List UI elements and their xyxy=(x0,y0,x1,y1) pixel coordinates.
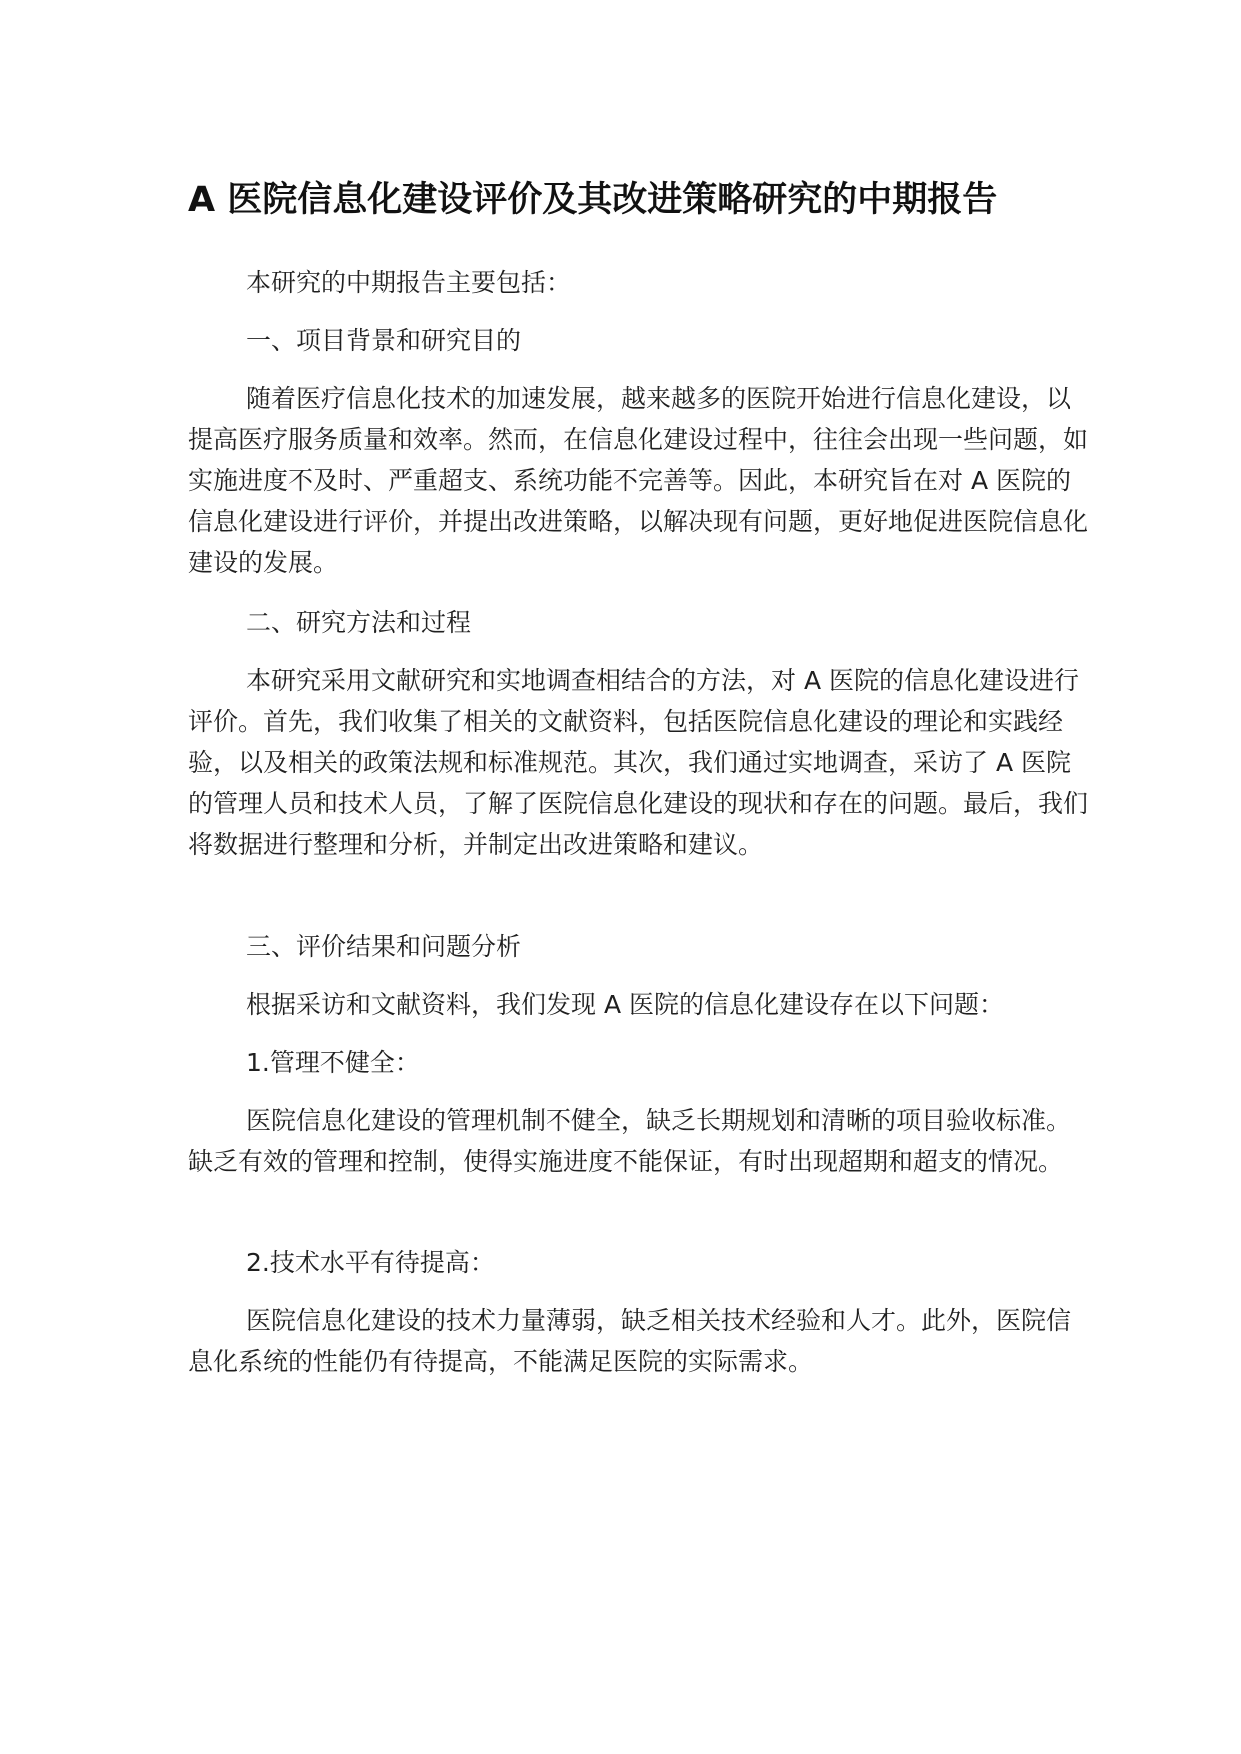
paragraph-management: 医院信息化建设的管理机制不健全，缺乏长期规划和清晰的项目验收标准。缺乏有效的管理和控制，使得实施进度不能保证，有时出现超期和超支的情况。 xyxy=(188,1106,1072,1176)
problem-heading-technology: 2.技术水平有待提高： xyxy=(246,1248,495,1277)
document-title: A 医院信息化建设评价及其改进策略研究的中期报告 xyxy=(188,180,998,220)
section-heading-method: 二、研究方法和过程 xyxy=(246,608,472,637)
section-heading-background: 一、项目背景和研究目的 xyxy=(246,326,522,355)
paragraph-background: 随着医疗信息化技术的加速发展，越来越多的医院开始进行信息化建设，以提高医疗服务质量和效率。然而，在信息化建设过程中，往往会出现一些问题，如实施进度不及时、严重超支、系统功能不完善等。因此，本研究旨在对 A 医院的信息化建设进行评价，并提出改进策略，以解决现有问题，更好地促进医院信息化建设的发展。 xyxy=(188,384,1089,577)
paragraph-technology: 医院信息化建设的技术力量薄弱，缺乏相关技术经验和人才。此外，医院信息化系统的性能仍有待提高，不能满足医院的实际需求。 xyxy=(188,1306,1072,1376)
paragraph-results-intro: 根据采访和文献资料，我们发现 A 医院的信息化建设存在以下问题： xyxy=(246,990,1004,1019)
paragraph-method: 本研究采用文献研究和实地调查相结合的方法，对 A 医院的信息化建设进行评价。首先，我们收集了相关的文献资料，包括医院信息化建设的理论和实践经验，以及相关的政策法规和标准规范。其次，我们通过实地调查，采访了 A 医院的管理人员和技术人员，了解了医院信息化建设的现状和存在的问题。最后，我们将数据进行整理和分析，并制定出改进策略和建议。 xyxy=(188,666,1089,859)
problem-heading-management: 1.管理不健全： xyxy=(246,1048,420,1077)
section-heading-results: 三、评价结果和问题分析 xyxy=(246,932,522,961)
paragraph-intro: 本研究的中期报告主要包括： xyxy=(246,268,572,297)
